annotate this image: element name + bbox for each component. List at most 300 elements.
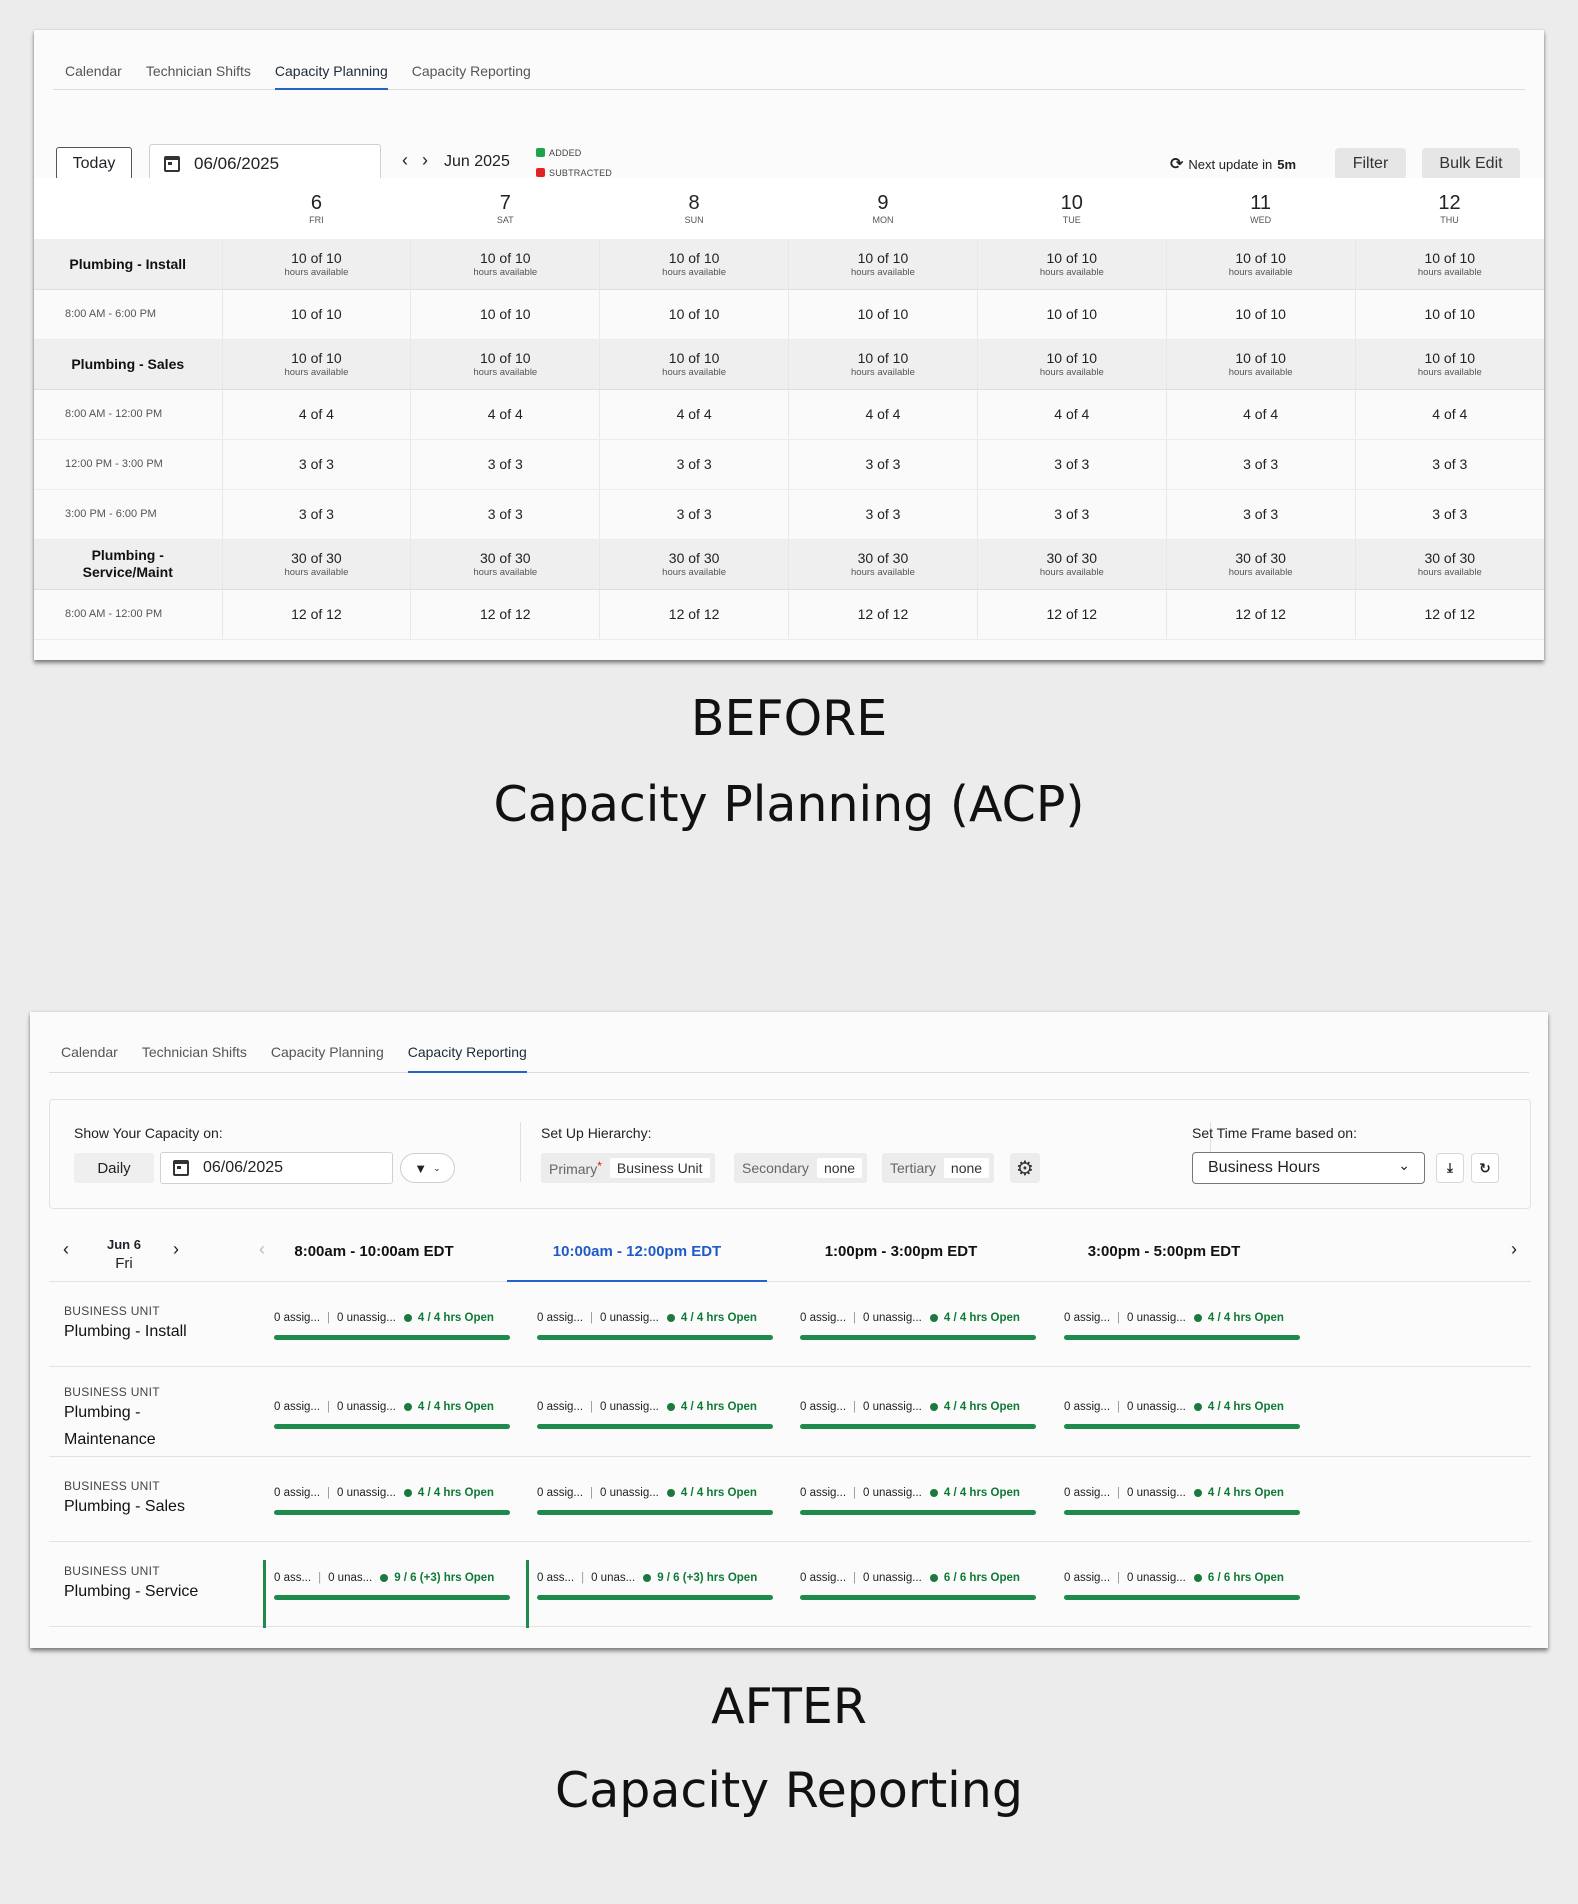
chevron-left-icon[interactable]: ‹	[402, 150, 408, 170]
capacity-value: 10 of 10	[1424, 350, 1476, 366]
open-hours-text: 4 / 4 hrs Open	[417, 1312, 494, 1324]
capacity-cell[interactable]: 12 of 12	[789, 589, 978, 639]
unassigned-count: 0 unassig...	[863, 1487, 922, 1499]
capacity-cell[interactable]: 3 of 3	[222, 439, 411, 489]
open-hours-text: 6 / 6 hrs Open	[943, 1572, 1020, 1584]
capacity-cell[interactable]	[789, 239, 978, 289]
tab-bar	[49, 1032, 1529, 1073]
unassigned-count: 0 unassig...	[863, 1401, 922, 1413]
capacity-bar	[1064, 1510, 1300, 1515]
capacity-unit: hours available	[1228, 367, 1293, 378]
capacity-cell[interactable]	[222, 339, 411, 389]
separator: |	[1117, 1401, 1121, 1413]
capacity-value: 30 of 30	[1424, 550, 1476, 566]
capacity-cell[interactable]	[1166, 239, 1355, 289]
current-day: Jun 6 Fri	[107, 1237, 141, 1272]
timeslot-tab[interactable]: 3:00pm - 5:00pm EDT	[1087, 1243, 1241, 1260]
business-unit-caption: BUSINESS UNIT	[64, 1304, 160, 1318]
status-dot-icon	[930, 1489, 938, 1497]
open-hours-text: 9 / 6 (+3) hrs Open	[657, 1572, 758, 1584]
capacity-value: 10 of 10	[857, 249, 909, 266]
capacity-cell[interactable]	[411, 339, 600, 389]
open-hours-text: 4 / 4 hrs Open	[1207, 1401, 1284, 1413]
unassigned-count: 0 unassig...	[1127, 1401, 1186, 1413]
tab-capacity-planning[interactable]: Capacity Planning	[270, 1044, 384, 1060]
capacity-cell[interactable]: 3 of 3	[222, 489, 411, 539]
capacity-planning-panel	[34, 30, 1544, 660]
capacity-unit: hours available	[284, 266, 349, 278]
date-value: 06/06/2025	[203, 1159, 284, 1176]
unassigned-count: 0 unas...	[328, 1572, 373, 1584]
capacity-cell[interactable]	[222, 539, 411, 589]
unassigned-count: 0 unassig...	[337, 1401, 396, 1413]
assigned-count: 0 assig...	[537, 1487, 584, 1499]
day-name: SUN	[684, 215, 704, 225]
unassigned-count: 0 unassig...	[1127, 1487, 1186, 1499]
capacity-reporting-panel	[30, 1012, 1548, 1648]
capacity-summary	[537, 1399, 773, 1415]
capacity-value: 10 of 10	[1235, 350, 1286, 366]
capacity-cell[interactable]: 12 of 12	[600, 589, 789, 639]
capacity-cell[interactable]: 3 of 3	[1166, 489, 1355, 539]
capacity-cell[interactable]	[977, 339, 1166, 389]
assigned-count: 0 assig...	[800, 1572, 847, 1584]
day-header	[1166, 178, 1355, 239]
capacity-value: 30 of 30	[479, 550, 531, 566]
capacity-cell[interactable]: 12 of 12	[977, 589, 1166, 639]
status-dot-icon	[667, 1489, 675, 1497]
capacity-cell[interactable]: 12 of 12	[222, 589, 411, 639]
unassigned-count: 0 unassig...	[337, 1487, 396, 1499]
business-unit-row	[49, 1457, 1531, 1542]
open-hours-text: 4 / 4 hrs Open	[680, 1401, 757, 1413]
day-number: 11	[1250, 192, 1272, 214]
settings-button[interactable]	[1010, 1153, 1040, 1183]
capacity-unit: hours available	[662, 567, 727, 578]
capacity-summary	[537, 1310, 773, 1326]
tab-calendar[interactable]: Calendar	[61, 1044, 118, 1060]
tertiary-hierarchy[interactable]: Tertiary none	[882, 1153, 994, 1183]
today-button[interactable]: Today	[56, 147, 132, 180]
separator: |	[590, 1401, 594, 1413]
capacity-value: 10 of 10	[668, 249, 720, 266]
business-unit-name-line: Maintenance	[64, 1431, 156, 1448]
capacity-cell[interactable]: 3 of 3	[600, 439, 789, 489]
capacity-cell[interactable]: 3 of 3	[1355, 489, 1544, 539]
open-hours	[667, 1312, 757, 1324]
legend-added: ADDED	[536, 148, 582, 158]
capacity-bar	[274, 1335, 510, 1340]
capacity-unit: hours available	[473, 266, 538, 278]
capacity-cell[interactable]: 10 of 10	[411, 289, 600, 339]
capacity-bar	[537, 1335, 773, 1340]
separator: |	[853, 1401, 857, 1413]
calendar-icon	[173, 1160, 189, 1176]
prev-slots-chevron-icon[interactable]: ‹	[259, 1239, 265, 1259]
separator: |	[853, 1487, 857, 1499]
separator: |	[853, 1572, 857, 1584]
status-dot-icon	[1194, 1314, 1202, 1322]
tab-capacity-reporting[interactable]: Capacity Reporting	[411, 62, 531, 79]
capacity-cell[interactable]: 3 of 3	[789, 439, 978, 489]
timeslot-tab[interactable]: 10:00am - 12:00pm EDT	[507, 1222, 767, 1281]
capacity-unit: hours available	[284, 367, 349, 378]
open-hours-text: 4 / 4 hrs Open	[943, 1487, 1020, 1499]
day-header-row	[34, 178, 1544, 239]
business-unit-row	[34, 239, 1544, 289]
tab-calendar[interactable]: Calendar	[65, 62, 122, 79]
capacity-unit: hours available	[662, 367, 727, 378]
capacity-unit: hours available	[1228, 266, 1293, 278]
capacity-summary	[274, 1310, 510, 1326]
status-dot-icon	[380, 1574, 388, 1582]
capacity-bar	[1064, 1595, 1300, 1600]
capacity-unit: hours available	[851, 266, 915, 278]
status-dot-icon	[667, 1314, 675, 1322]
open-hours-text: 4 / 4 hrs Open	[943, 1312, 1020, 1324]
open-hours	[1194, 1401, 1284, 1413]
open-hours	[930, 1312, 1020, 1324]
day-name: TUE	[1062, 215, 1081, 225]
capacity-cell[interactable]	[1166, 339, 1355, 389]
tab-capacity-planning[interactable]: Capacity Planning	[263, 52, 400, 89]
assigned-count: 0 assig...	[1064, 1401, 1111, 1413]
capacity-value: 10 of 10	[1046, 350, 1098, 366]
separator: |	[327, 1401, 331, 1413]
capacity-cell[interactable]: 4 of 4	[222, 389, 411, 439]
status-dot-icon	[1194, 1489, 1202, 1497]
capacity-cell[interactable]: 10 of 10	[222, 289, 411, 339]
unassigned-count: 0 unassig...	[600, 1312, 659, 1324]
open-hours-text: 6 / 6 hrs Open	[1207, 1572, 1284, 1584]
capacity-value: 10 of 10	[479, 350, 531, 366]
unassigned-count: 0 unas...	[591, 1572, 636, 1584]
business-unit-label: Plumbing - Install	[34, 239, 222, 289]
unassigned-count: 0 unassig...	[863, 1312, 922, 1324]
assigned-count: 0 assig...	[537, 1401, 584, 1413]
capacity-grid	[34, 178, 1544, 640]
capacity-summary	[274, 1399, 510, 1415]
assigned-count: 0 assig...	[1064, 1487, 1111, 1499]
time-slot-label: 8:00 AM - 12:00 PM	[34, 389, 222, 439]
tab-technician-shifts[interactable]: Technician Shifts	[145, 62, 251, 79]
separator: |	[581, 1572, 585, 1584]
capacity-unit: hours available	[1039, 266, 1104, 278]
open-hours-text: 4 / 4 hrs Open	[680, 1312, 757, 1324]
tab-bar	[53, 52, 1525, 90]
status-dot-icon	[930, 1574, 938, 1582]
business-unit-row	[34, 339, 1544, 389]
capacity-value: 30 of 30	[291, 550, 342, 566]
capacity-summary	[274, 1485, 510, 1501]
capacity-unit: hours available	[473, 367, 538, 378]
capacity-bar	[274, 1510, 510, 1515]
business-unit-name: Plumbing - Sales	[64, 1498, 185, 1515]
capacity-cell[interactable]: 4 of 4	[411, 389, 600, 439]
capacity-cell[interactable]	[411, 239, 600, 289]
next-update-status: ⟳ Next update in 5m	[1170, 156, 1297, 173]
separator: |	[1117, 1572, 1121, 1584]
capacity-cell[interactable]	[789, 339, 978, 389]
capacity-cell[interactable]: 4 of 4	[789, 389, 978, 439]
unassigned-count: 0 unassig...	[600, 1487, 659, 1499]
corner-cell	[34, 178, 222, 239]
timeslot-tab[interactable]: 1:00pm - 3:00pm EDT	[824, 1243, 978, 1260]
capacity-value: 10 of 10	[291, 249, 342, 266]
gear-icon: ⚙	[1016, 1157, 1034, 1180]
day-number: 8	[688, 192, 700, 214]
day-header	[600, 178, 789, 239]
refresh-icon: ⟳	[1170, 156, 1184, 173]
download-icon: ⤓	[1447, 1160, 1453, 1175]
capacity-unit: hours available	[1228, 567, 1293, 578]
capacity-cell[interactable]	[222, 239, 411, 289]
divider	[520, 1122, 521, 1182]
capacity-cell[interactable]: 4 of 4	[600, 389, 789, 439]
day-header	[1355, 178, 1544, 239]
open-hours-text: 4 / 4 hrs Open	[417, 1401, 494, 1413]
day-header	[411, 178, 600, 239]
after-subtitle: Capacity Reporting	[555, 1762, 1023, 1819]
capacity-cell[interactable]	[1355, 239, 1544, 289]
capacity-cell[interactable]	[977, 239, 1166, 289]
capacity-value: 10 of 10	[668, 350, 720, 366]
assigned-count: 0 assig...	[1064, 1572, 1111, 1584]
open-hours-text: 4 / 4 hrs Open	[943, 1401, 1020, 1413]
secondary-hierarchy[interactable]: Secondary none	[734, 1153, 867, 1183]
capacity-bar	[274, 1424, 510, 1429]
capacity-cell[interactable]: 3 of 3	[789, 489, 978, 539]
day-number: 7	[499, 192, 511, 214]
separator: |	[590, 1312, 594, 1324]
capacity-bar	[537, 1510, 773, 1515]
business-unit-name: Plumbing - Service	[64, 1583, 199, 1600]
calendar-icon	[164, 156, 180, 172]
day-number: 9	[877, 192, 889, 214]
capacity-cell[interactable]	[789, 539, 978, 589]
capacity-summary	[1064, 1310, 1300, 1326]
unassigned-count: 0 unassig...	[1127, 1312, 1186, 1324]
business-unit-caption: BUSINESS UNIT	[64, 1479, 160, 1493]
open-hours	[930, 1572, 1020, 1584]
business-unit-caption: BUSINESS UNIT	[64, 1385, 160, 1399]
open-hours	[930, 1401, 1020, 1413]
capacity-summary	[800, 1485, 1036, 1501]
open-hours	[1194, 1572, 1284, 1584]
capacity-value: 10 of 10	[479, 249, 531, 266]
capacity-cell[interactable]: 10 of 10	[977, 289, 1166, 339]
after-title: AFTER	[711, 1678, 867, 1735]
business-unit-label: Plumbing - Sales	[34, 339, 222, 389]
open-hours	[1194, 1312, 1284, 1324]
capacity-cell[interactable]: 12 of 12	[1355, 589, 1544, 639]
capacity-value: 10 of 10	[1424, 249, 1476, 266]
funnel-icon: ▼	[414, 1160, 428, 1176]
status-dot-icon	[667, 1403, 675, 1411]
capacity-cell[interactable]	[1355, 339, 1544, 389]
capacity-bar	[800, 1335, 1036, 1340]
unassigned-count: 0 unassig...	[1127, 1572, 1186, 1584]
time-slot-label: 12:00 PM - 3:00 PM	[34, 439, 222, 489]
capacity-cell[interactable]: 3 of 3	[411, 489, 600, 539]
capacity-cell[interactable]	[411, 539, 600, 589]
capacity-cell[interactable]: 10 of 10	[600, 289, 789, 339]
capacity-summary	[800, 1570, 1036, 1586]
tab-capacity-reporting[interactable]: Capacity Reporting	[396, 1032, 539, 1072]
capacity-summary	[537, 1570, 773, 1586]
separator: |	[318, 1572, 322, 1584]
capacity-summary	[1064, 1399, 1300, 1415]
prev-day-chevron-icon[interactable]: ‹	[63, 1239, 69, 1259]
capacity-cell[interactable]: 10 of 10	[1166, 289, 1355, 339]
capacity-summary	[800, 1399, 1036, 1415]
business-unit-label: Plumbing - Service/Maint	[34, 539, 222, 589]
capacity-unit: hours available	[1039, 567, 1104, 578]
timeframe-select[interactable]: Business Hours ⌄	[1192, 1152, 1425, 1184]
day-header	[789, 178, 978, 239]
download-button[interactable]	[1436, 1153, 1464, 1183]
period-selector[interactable]: Daily	[74, 1153, 154, 1183]
time-slot-row	[34, 589, 1544, 639]
capacity-cell[interactable]: 3 of 3	[977, 439, 1166, 489]
before-subtitle: Capacity Planning (ACP)	[493, 776, 1085, 833]
capacity-bar	[537, 1424, 773, 1429]
legend-subtracted: SUBTRACTED	[536, 168, 612, 178]
assigned-count: 0 assig...	[800, 1312, 847, 1324]
open-hours-text: 4 / 4 hrs Open	[417, 1487, 494, 1499]
capacity-cell[interactable]: 3 of 3	[600, 489, 789, 539]
unassigned-count: 0 unassig...	[600, 1401, 659, 1413]
capacity-summary	[1064, 1570, 1300, 1586]
day-name: MON	[872, 215, 894, 225]
capacity-cell[interactable]: 10 of 10	[1355, 289, 1544, 339]
capacity-cell[interactable]: 4 of 4	[1166, 389, 1355, 439]
timeslot-tab[interactable]: 8:00am - 10:00am EDT	[294, 1243, 454, 1260]
assigned-count: 0 assig...	[274, 1487, 321, 1499]
capacity-cell[interactable]	[600, 339, 789, 389]
capacity-cell[interactable]: 4 of 4	[1355, 389, 1544, 439]
filter-dropdown[interactable]	[400, 1153, 455, 1183]
open-hours-text: 4 / 4 hrs Open	[1207, 1487, 1284, 1499]
status-dot-icon	[930, 1403, 938, 1411]
open-hours-text: 4 / 4 hrs Open	[1207, 1312, 1284, 1324]
capacity-bar	[800, 1595, 1036, 1600]
tab-technician-shifts[interactable]: Technician Shifts	[141, 1044, 247, 1060]
separator: |	[327, 1312, 331, 1324]
unassigned-count: 0 unassig...	[863, 1572, 922, 1584]
capacity-summary	[274, 1570, 510, 1586]
capacity-value: 10 of 10	[1235, 249, 1286, 266]
capacity-value: 30 of 30	[1235, 550, 1286, 566]
business-unit-name-line: Plumbing -	[64, 1404, 141, 1421]
capacity-unit: hours available	[851, 367, 915, 378]
timeframe-label: Set Time Frame based on:	[1192, 1125, 1357, 1141]
capacity-cell[interactable]: 12 of 12	[411, 589, 600, 639]
assigned-count: 0 assig...	[800, 1401, 847, 1413]
time-slot-row	[34, 389, 1544, 439]
bulk-edit-button[interactable]: Bulk Edit	[1422, 148, 1520, 180]
day-name: FRI	[309, 215, 324, 225]
primary-hierarchy[interactable]: Primary* Business Unit	[541, 1153, 715, 1183]
open-hours	[404, 1312, 494, 1324]
assigned-count: 0 assig...	[274, 1401, 321, 1413]
capacity-summary	[1064, 1485, 1300, 1501]
capacity-cell[interactable]: 3 of 3	[977, 489, 1166, 539]
capacity-unit: hours available	[1417, 367, 1482, 378]
capacity-value: 10 of 10	[857, 350, 909, 366]
business-unit-row	[49, 1542, 1531, 1627]
chevron-right-icon[interactable]: ›	[422, 150, 428, 170]
status-dot-icon	[1194, 1403, 1202, 1411]
assigned-count: 0 assig...	[1064, 1312, 1111, 1324]
status-dot-icon	[930, 1314, 938, 1322]
capacity-unit: hours available	[662, 266, 727, 278]
capacity-summary	[800, 1310, 1036, 1326]
time-slot-label: 8:00 AM - 12:00 PM	[34, 589, 222, 639]
time-slot-label: 8:00 AM - 6:00 PM	[34, 289, 222, 339]
open-hours	[404, 1401, 494, 1413]
capacity-unit: hours available	[1417, 266, 1482, 278]
capacity-cell[interactable]: 4 of 4	[977, 389, 1166, 439]
capacity-cell[interactable]: 3 of 3	[1166, 439, 1355, 489]
open-hours	[667, 1401, 757, 1413]
capacity-bar	[274, 1595, 510, 1600]
before-title: BEFORE	[690, 690, 888, 747]
capacity-value: 10 of 10	[1046, 249, 1098, 266]
business-unit-name	[64, 1399, 156, 1453]
capacity-bar	[800, 1424, 1036, 1429]
capacity-cell[interactable]: 12 of 12	[1166, 589, 1355, 639]
capacity-cell[interactable]: 10 of 10	[789, 289, 978, 339]
open-hours-text: 9 / 6 (+3) hrs Open	[394, 1572, 495, 1584]
chevron-down-icon: ⌄	[1398, 1157, 1410, 1173]
capacity-cell[interactable]	[600, 239, 789, 289]
capacity-cell[interactable]: 3 of 3	[1355, 439, 1544, 489]
overbooked-indicator	[526, 1560, 529, 1628]
business-unit-row	[49, 1282, 1531, 1367]
status-dot-icon	[404, 1489, 412, 1497]
assigned-count: 0 ass...	[274, 1572, 312, 1584]
capacity-bar	[537, 1595, 773, 1600]
refresh-button[interactable]	[1471, 1153, 1499, 1183]
separator: |	[590, 1487, 594, 1499]
capacity-cell[interactable]	[600, 539, 789, 589]
time-slot-row	[34, 439, 1544, 489]
timeslot-header	[49, 1222, 1531, 1282]
next-day-chevron-icon[interactable]: ›	[173, 1239, 179, 1259]
filter-button[interactable]: Filter	[1335, 148, 1406, 180]
next-slots-chevron-icon[interactable]: ›	[1511, 1239, 1517, 1259]
open-hours	[667, 1487, 757, 1499]
day-name: SAT	[496, 215, 514, 225]
date-picker[interactable]	[160, 1152, 393, 1184]
refresh-icon: ↻	[1479, 1159, 1491, 1176]
capacity-cell[interactable]	[1355, 539, 1544, 589]
day-number: 6	[310, 192, 322, 214]
capacity-summary	[537, 1485, 773, 1501]
capacity-cell[interactable]: 3 of 3	[411, 439, 600, 489]
capacity-cell[interactable]	[1166, 539, 1355, 589]
separator: |	[853, 1312, 857, 1324]
required-marker: *	[597, 1159, 602, 1173]
time-slot-row	[34, 489, 1544, 539]
month-label: Jun 2025	[444, 153, 510, 170]
assigned-count: 0 ass...	[537, 1572, 575, 1584]
open-hours	[930, 1487, 1020, 1499]
assigned-count: 0 assig...	[537, 1312, 584, 1324]
capacity-unit: hours available	[851, 567, 915, 578]
capacity-cell[interactable]	[977, 539, 1166, 589]
